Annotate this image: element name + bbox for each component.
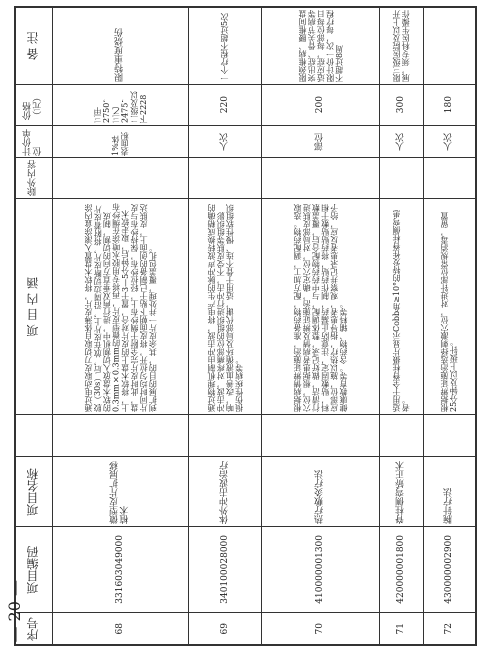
row-68-unit: 1%体表面积 — [111, 131, 130, 156]
row-69-except — [189, 158, 261, 198]
row-71-code: 420000001800 — [396, 535, 407, 604]
row-68-except — [53, 158, 188, 198]
row-72-note — [424, 7, 475, 84]
header-except: 除外内容 — [28, 160, 39, 196]
row-70-name: 热疗敷灸疗法 — [315, 469, 326, 524]
row-70-no: 70 — [315, 622, 326, 635]
row-72-content: 根据辨证施治选择刺激穴位，对进针部位常规消毒，留置25分钟及以上拔针。 — [440, 211, 459, 412]
header-content: 项 目 内 涵 — [25, 276, 40, 337]
row-72-code: 430000002900 — [444, 535, 455, 604]
row-71-name: 脊柱侧弯矫正术 — [396, 460, 407, 524]
row-72-name: 腕针疗法 — [444, 487, 455, 524]
row-70-unit: 部位 — [315, 132, 326, 151]
row-68-code: 331603049000 — [115, 535, 126, 604]
row-72-no: 72 — [444, 622, 455, 635]
row-71-content: 适用于全脊柱摄片显示Cobb角≥10°的特发性脊柱侧弯患者。 — [392, 209, 411, 412]
row-69-note: 一个疗程不超过5次 — [220, 12, 230, 82]
row-72-unit: 人次 — [444, 132, 455, 151]
header-price: 价格（元） — [23, 93, 44, 120]
row-69-price: 220 — [219, 96, 230, 114]
header-unit: 计价单位 — [23, 128, 44, 156]
page-number: — 20 — — [5, 580, 24, 643]
row-71-unit: 人次 — [396, 132, 407, 151]
row-70-note: 限颈椎病、腰椎间盘突出症、骨关节病等适应症，每部位每日限计价一次，每疗程不超过8周 — [297, 9, 344, 82]
row-71-price: 300 — [396, 96, 407, 114]
row-68-content: 通过电动取皮刀切取自体薄皮片，将软木盘置入滚涂盒内涂胶（30s）后，放在皮片上，沿周边切断皮片，将附着皮片的软木盘放入切割机中，进行两双垂直方向的切割，制成0.3mm×0.3mm的微型皮片，再将专用胶水喷涂在绸纱布上，将软木盘上的皮片对合，置于3—5分钟后，取走软木盘，此时皮片完全附于绸纱布上，轻拉纱布，保持纱布与皮片同时均匀拉开，将皮面朝下贴于已制备的创面上，皮肤达到扩展的目的，其余皮片一并处理，覆盖包扎。 — [83, 202, 158, 412]
header-note: 备 注 — [25, 31, 40, 60]
row-69-unit: 人次 — [219, 132, 230, 151]
row-70-code: 410000001300 — [315, 535, 326, 604]
row-72-except — [424, 158, 475, 198]
row-69-code: 340100028000 — [219, 535, 230, 604]
row-68-price: 三甲2750，三乙2475，二级及以下2228 — [92, 91, 148, 123]
row-72-price: 180 — [444, 96, 455, 114]
row-68-note: 限特重度烧伤 — [115, 27, 126, 82]
header-no: 序号 — [25, 616, 40, 641]
header-code: 项目编码 — [25, 545, 40, 594]
row-68-name: 微型皮片扩展移植术 — [110, 460, 131, 524]
row-71-no: 71 — [396, 622, 407, 635]
row-69-content: 通过物理机制由冲击波，将电产生的脉冲声波转换成精确的冲击波，对疼痛部位的组织进行冲击，不受皮肤等组织影响，改善血液循环及局部代谢，适用于骨不连、慢性软组织损伤性疾病等。 — [206, 203, 244, 412]
row-71-note: 限三级医院及以上开展，须专科医生操作 — [392, 9, 411, 82]
row-70-content: 根据病情辨证施治，准备药物，配方加工，调配药物。选取穴位，根据患者病情及辨证施治，确定穴位，对局部皮肤进行清洁，做好记录，整体调配，与中药药物配合后，覆盖敷料，贴敷固定，注意防止漏药，制作药贴，将药贴贴敷于相应部位，施以热疗，指导患者，观察并记录患者反应，给予健康教育等。含药物、辅料等。 — [292, 203, 348, 412]
row-69-no: 69 — [219, 622, 230, 635]
row-70-price: 200 — [315, 96, 326, 114]
row-71-except — [380, 158, 423, 198]
header-name: 项目名称 — [25, 467, 40, 516]
row-70-except — [262, 158, 379, 198]
row-68-no: 68 — [115, 622, 126, 635]
row-69-name: 体外冲击波治疗 — [219, 460, 230, 524]
